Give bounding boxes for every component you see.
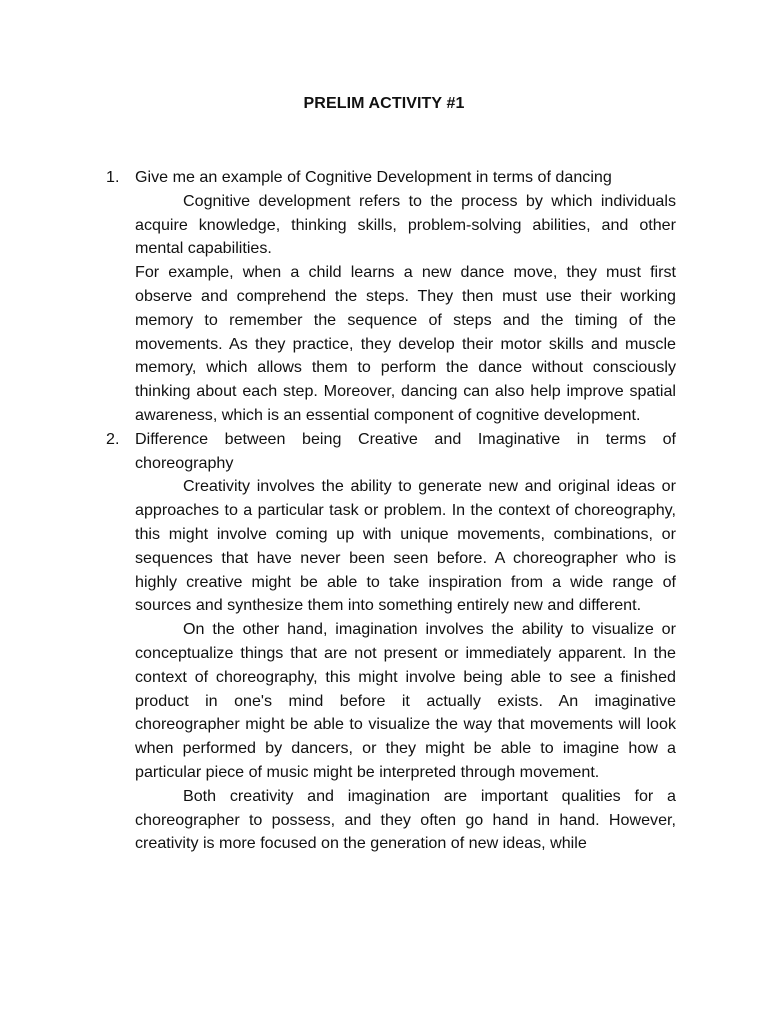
list-item-2 (106, 428, 676, 856)
question-2: Difference between being Creative and Imaginative in terms of choreography (135, 429, 676, 472)
document-body (106, 166, 676, 856)
answer-2-paragraph-1: Creativity involves the ability to generate new and original ideas or approaches to a particular task or problem. In the context of choreography, this might involve coming up with unique movements, combinations, or sequences that have never been seen before. A choreographer who is highly creative might be able to take inspiration from a wide range of sources and synthesize them into something entirely new and different. (135, 477, 676, 615)
answer-2-paragraph-3: Both creativity and imagination are important qualities for a choreographer to possess, and they often go hand in hand. However, creativity is more focused on the generation of new ideas, while (135, 786, 676, 853)
item-number: 2. (106, 429, 120, 448)
answer-1-paragraph-1: Cognitive development refers to the process by which individuals acquire knowledge, thinking skills, problem-solving abilities, and other mental capabilities. (135, 191, 676, 258)
page-title: PRELIM ACTIVITY #1 (303, 95, 465, 112)
question-1: Give me an example of Cognitive Development in terms of dancing (135, 168, 612, 186)
list-item-1 (106, 166, 676, 428)
item-number: 1. (106, 168, 120, 186)
answer-2-paragraph-2: On the other hand, imagination involves the ability to visualize or conceptualize things that are not present or immediately apparent. In the context of choreography, this might involve being able to see a finished product in one's mind before it actually exists. An imaginative choreographer might be able to visualize the way that movements will look when performed by dancers, or they might be able to imagine how a particular piece of music might be interpreted through movement. (135, 620, 676, 781)
answer-1-paragraph-2: For example, when a child learns a new dance move, they must first observe and comprehend the steps. They then must use their working memory to remember the sequence of steps and the timing of the movements. As they practice, they develop their motor skills and muscle memory, which allows them to perform the dance without consciously thinking about each step. Moreover, dancing can also help improve spatial awareness, which is an essential component of cognitive development. (135, 263, 676, 424)
